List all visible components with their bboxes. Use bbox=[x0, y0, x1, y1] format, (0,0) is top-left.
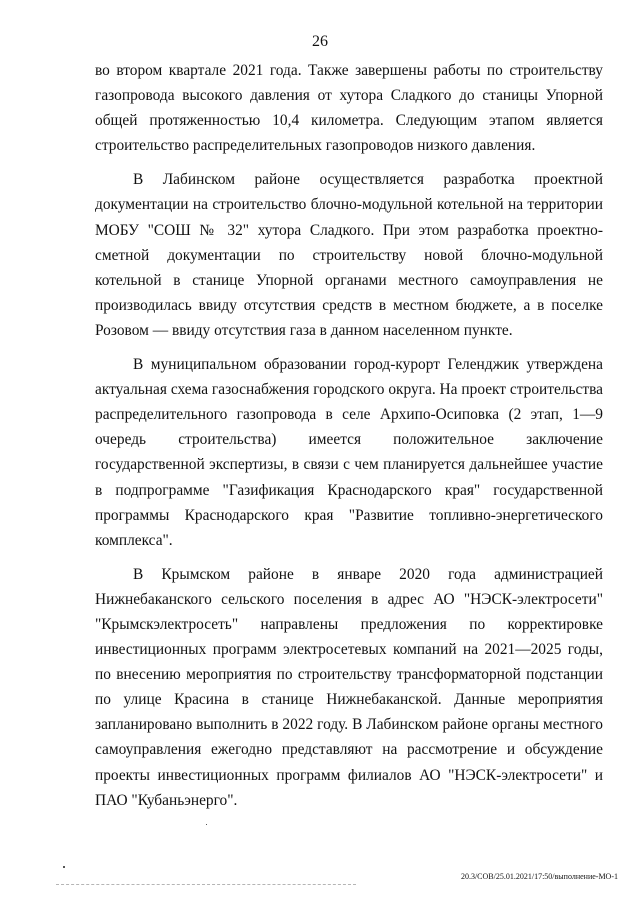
paragraph-continuation: во втором квартале 2021 года. Также завершены работы по строительству газопровода высокого давления от хутора Сладкого до станицы Упорной общей протяженностью 10,4 километра. Следующим этапом является строительство распределительных газопроводов низкого давления. bbox=[95, 62, 603, 155]
document-footer-code: 20.3/СОВ/25.01.2021/17:50/выполнение-МО-1 bbox=[460, 872, 618, 881]
document-body bbox=[95, 58, 603, 813]
paragraph-labinsky: В Лабинском районе осуществляется разработка проектной документации на строительство блочно-модульной котельной на территории МОБУ "СОШ № 32" хутора Сладкого. При этом разработка проектно-сметной документации по строительству новой блочно-модульной котельной в станице Упорной органами местного самоуправления не производилась ввиду отсутствия средств в местном бюджете, а в поселке Розовом — ввиду отсутствия газа в данном населенном пункте. bbox=[95, 171, 603, 339]
scan-dot bbox=[206, 824, 207, 825]
paragraph-krymsky: В Крымском районе в январе 2020 года администрацией Нижнебаканского сельского поселения в адрес АО "НЭСК-электросети" "Крымскэлектросеть" направлены предложения по корректировке инвестиционных программ электросетевых компаний на 2021—2025 годы, по внесению мероприятия по строительству трансформаторной подстанции по улице Красина в станице Нижнебаканской. Данные мероприятия запланировано выполнить в 2022 году. В Лабинском районе органы местного самоуправления ежегодно представляют на рассмотрение и обсуждение проекты инвестиционных программ филиалов АО "НЭСК-электросети" и ПАО "Кубаньэнерго". bbox=[95, 565, 603, 809]
scan-dot bbox=[63, 866, 65, 868]
page-number: 26 bbox=[312, 33, 328, 50]
paragraph-gelendzhik: В муниципальном образовании город-курорт Геленджик утверждена актуальная схема газоснабжения городского округа. На проект строительства распределительного газопровода в селе Архипо-Осиповка (2 этап, 1—9 очередь строительства) имеется положительное заключение государственной экспертизы, в связи с чем планируется дальнейшее участие в подпрограмме "Газификация Краснодарского края" государственной программы Краснодарского края "Развитие топливно-энергетического комплекса". bbox=[95, 356, 603, 549]
scan-artifact-line bbox=[56, 884, 356, 886]
